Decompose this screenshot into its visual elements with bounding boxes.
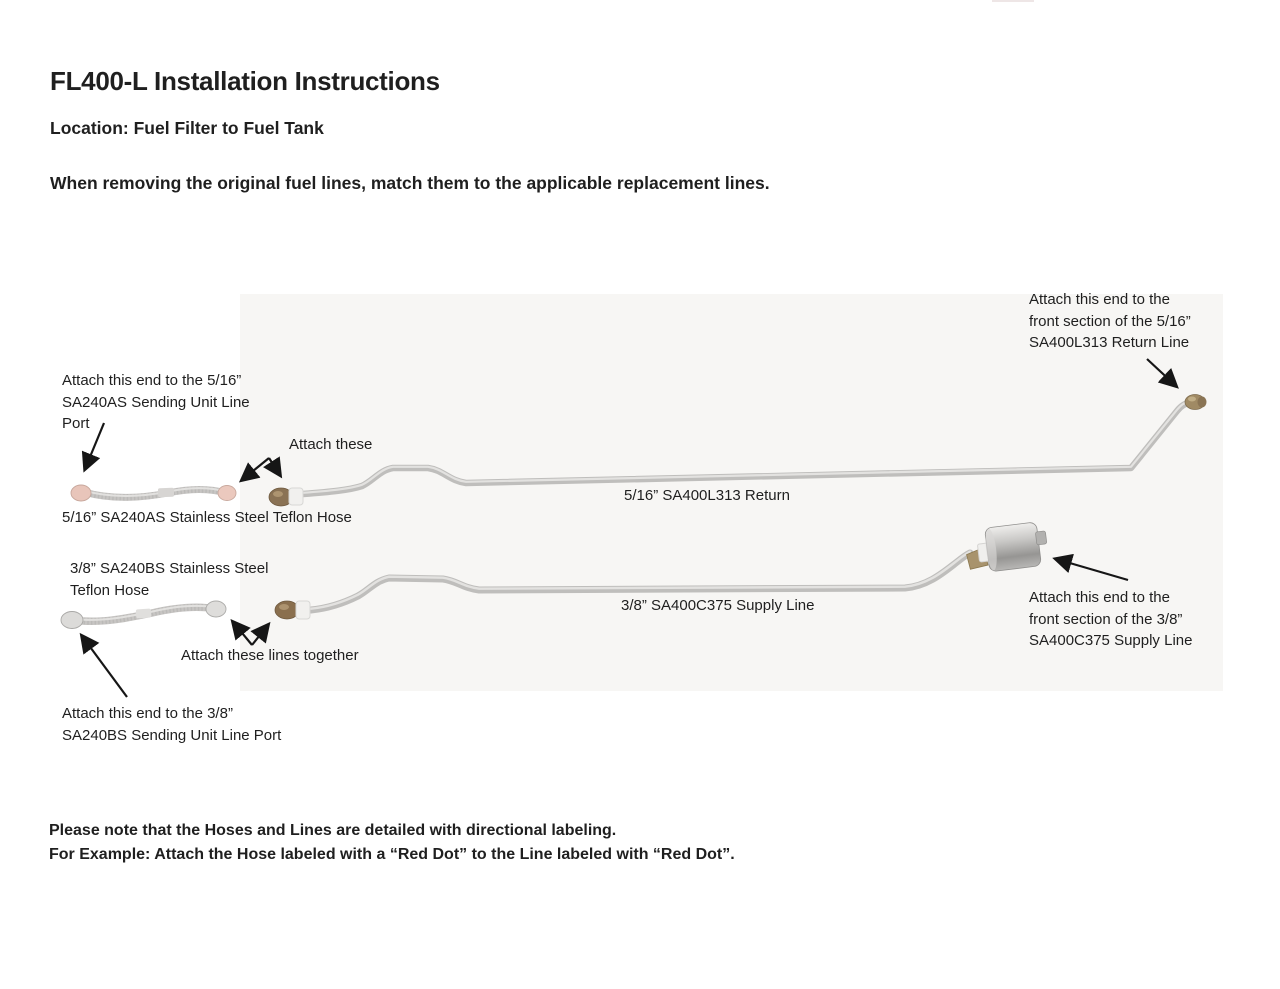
annotation-line: Attach this end to the [1029,589,1170,606]
footer-note [49,819,735,867]
annotation-sending-unit-38 [62,703,281,746]
annotation-line: SA240AS Sending Unit Line [62,393,250,411]
annotation-sending-unit-516 [62,370,250,435]
hose-38-label [70,558,268,601]
return-line-label: 5/16” SA400L313 Return [624,487,790,504]
annotation-line: SA400C375 Supply Line [1029,632,1193,649]
annotation-line: SA400L313 Return Line [1029,334,1190,351]
annotation-line: front section of the 5/16” [1029,312,1191,330]
footer-line: For Example: Attach the Hose labeled with a “Red Dot” to the Line labeled with “Red Dot”. [49,846,735,863]
annotation-return-front [1029,289,1191,354]
annotation-line: Attach this end to the 5/16” [62,372,242,389]
annotation-supply-front [1029,587,1192,652]
annotation-line: Attach this end to the 3/8” [62,705,233,722]
annotation-attach-these: Attach these [289,436,373,453]
annotation-line: front section of the 3/8” [1029,610,1183,628]
annotation-line: SA240BS Sending Unit Line Port [62,726,282,744]
supply-line-label: 3/8” SA400C375 Supply Line [621,597,815,614]
location-subtitle: Location: Fuel Filter to Fuel Tank [50,118,324,138]
part-label-line: 3/8” SA240BS Stainless Steel [70,560,269,577]
intro-text: When removing the original fuel lines, match them to the applicable replacement lines. [50,173,770,193]
part-label-line: Teflon Hose [70,581,150,599]
annotation-attach-lines-together: Attach these lines together [181,647,359,664]
page-title: FL400-L Installation Instructions [50,66,440,96]
footer-line: Please note that the Hoses and Lines are detailed with directional labeling. [49,822,617,839]
hose-516-label: 5/16” SA240AS Stainless Steel Teflon Hose [62,509,352,526]
annotation-line: Port [62,415,90,432]
annotation-line: Attach this end to the [1029,291,1170,308]
